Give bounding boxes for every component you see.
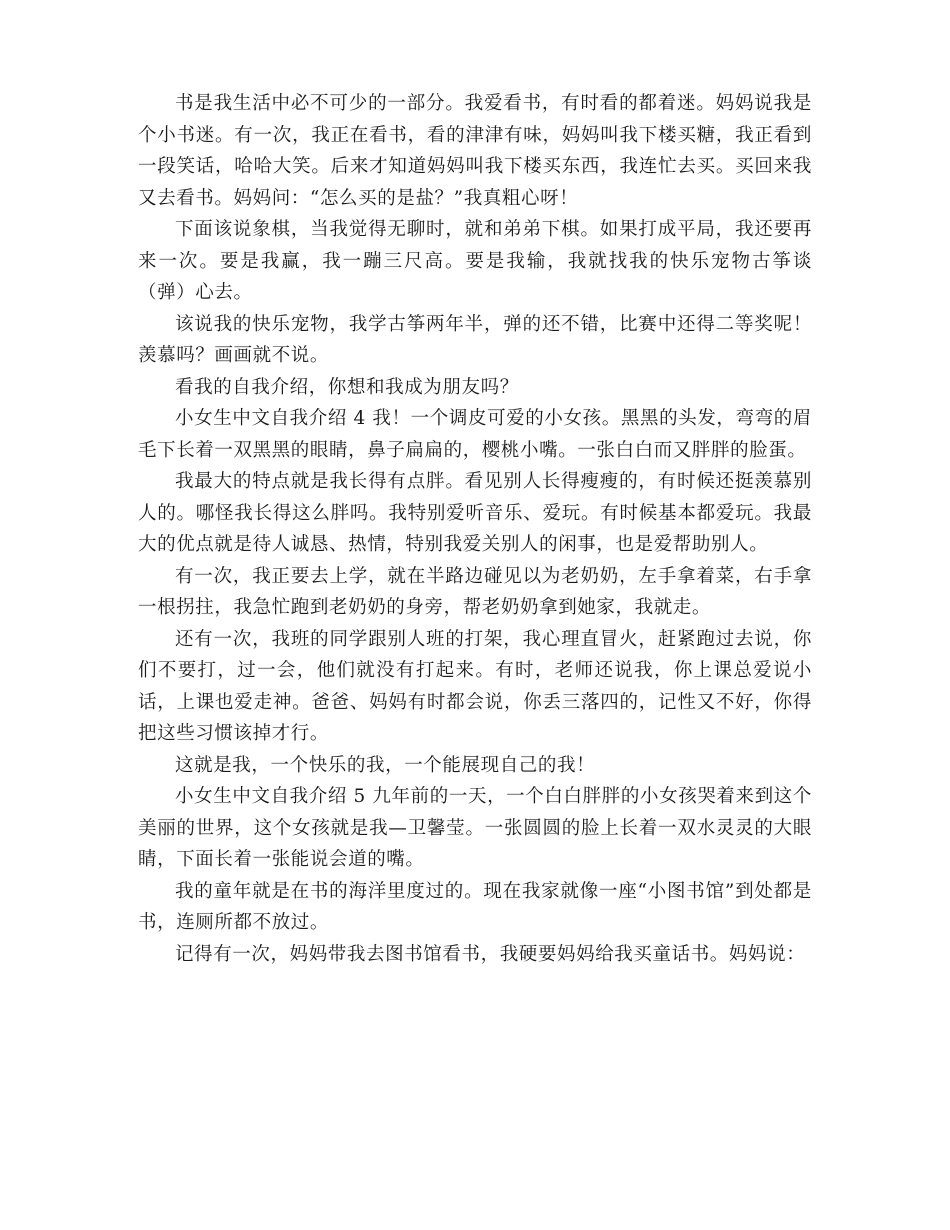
paragraph: 小女生中文自我介绍 5 九年前的一天，一个白白胖胖的小女孩哭着来到这个美丽的世界，这个女孩就是我—卫馨莹。一张圆圆的脸上长着一双水灵灵的大眼睛，下面长着一张能说会道的嘴。	[138, 786, 812, 870]
paragraph: 我最大的特点就是我长得有点胖。看见别人长得瘦瘦的，有时候还挺羡慕别人的。哪怪我长得这么胖吗。我特别爱听音乐、爱玩。有时候基本都爱玩。我最大的优点就是待人诚恳、热情，特别我爱关别人的闲事，也是爱帮助别人。	[138, 471, 812, 555]
paragraph: 看我的自我介绍，你想和我成为朋友吗？	[175, 376, 519, 398]
paragraph: 记得有一次，妈妈带我去图书馆看书，我硬要妈妈给我买童话书。妈妈说：	[175, 943, 806, 965]
paragraph: 这就是我，一个快乐的我，一个能展现自己的我！	[175, 754, 596, 776]
paragraph: 该说我的快乐宠物，我学古筝两年半，弹的还不错，比赛中还得二等奖呢！羡慕吗？画画就不说。	[138, 313, 812, 366]
paragraph: 我的童年就是在书的海洋里度过的。现在我家就像一座“小图书馆”到处都是书，连厕所都不放过。	[138, 880, 812, 933]
paragraph: 书是我生活中必不可少的一部分。我爱看书，有时看的都着迷。妈妈说我是个小书迷。有一次，我正在看书，看的津津有味，妈妈叫我下楼买糖，我正看到一段笑话，哈哈大笑。后来才知道妈妈叫我下楼买东西，我连忙去买。买回来我又去看书。妈妈问：“怎么买的是盐？”我真粗心呀！	[138, 93, 812, 209]
paragraph: 有一次，我正要去上学，就在半路边碰见以为老奶奶，左手拿着菜，右手拿一根拐拄，我急忙跑到老奶奶的身旁，帮老奶奶拿到她家，我就走。	[138, 565, 812, 618]
paragraph: 下面该说象棋，当我觉得无聊时，就和弟弟下棋。如果打成平局，我还要再来一次。要是我赢，我一蹦三尺高。要是我输，我就找我的快乐宠物古筝谈（弹）心去。	[138, 219, 812, 303]
document-body	[138, 88, 812, 970]
paragraph: 小女生中文自我介绍 4 我！一个调皮可爱的小女孩。黑黑的头发，弯弯的眉毛下长着一双黑黑的眼睛，鼻子扁扁的，樱桃小嘴。一张白白而又胖胖的脸蛋。	[138, 408, 812, 461]
paragraph: 还有一次，我班的同学跟别人班的打架，我心理直冒火，赶紧跑过去说，你们不要打，过一会，他们就没有打起来。有时，老师还说我，你上课总爱说小话，上课也爱走神。爸爸、妈妈有时都会说，你丢三落四的，记性又不好，你得把这些习惯该掉才行。	[138, 628, 812, 744]
